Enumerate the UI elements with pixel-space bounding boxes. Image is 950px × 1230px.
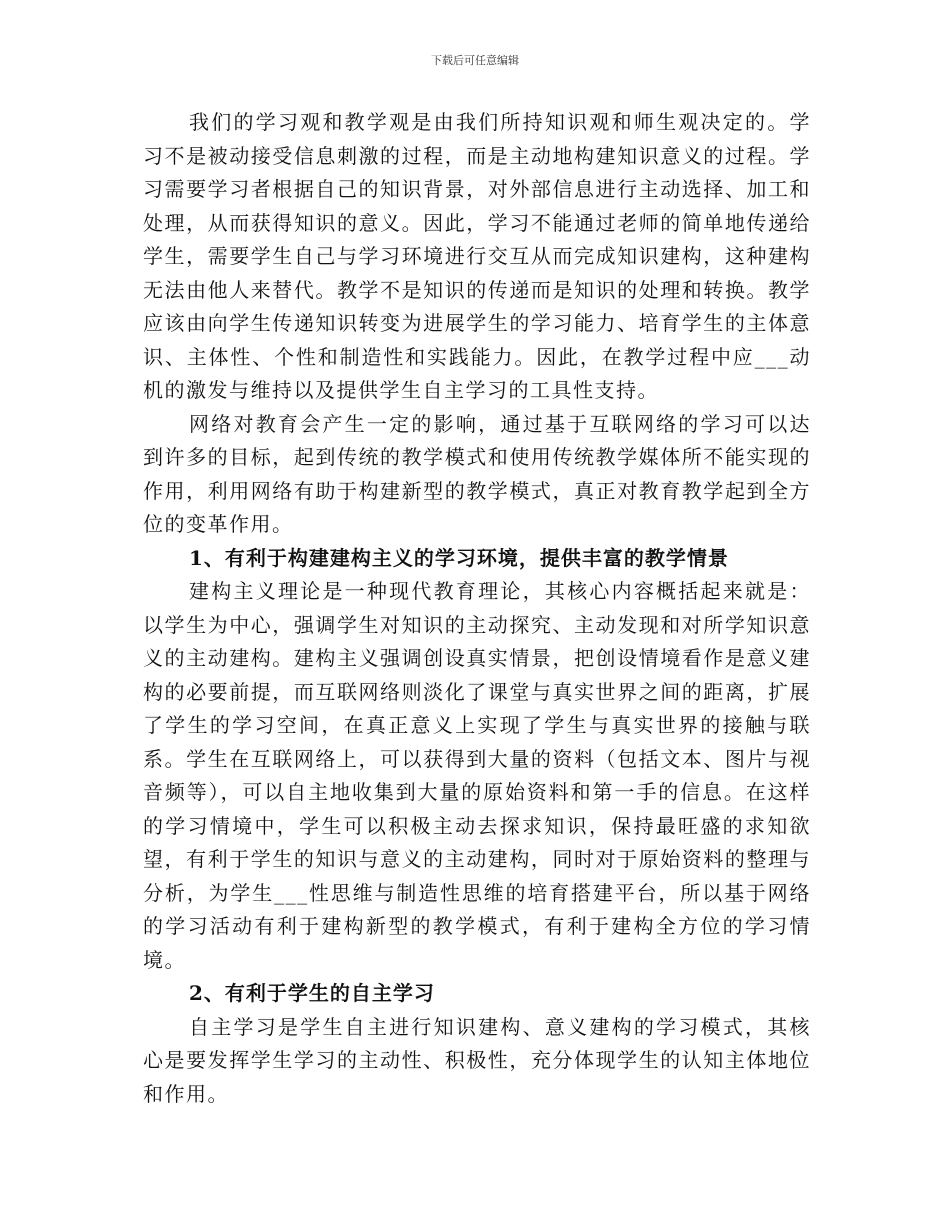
section-2-paragraph: 自主学习是学生自主进行知识建构、意义建构的学习模式，其核心是要发挥学生学习的主动性、积极性，充分体现学生的认知主体地位和作用。 <box>143 1014 811 1106</box>
section-2-heading: 2、有利于学生的自主学习 <box>189 981 435 1005</box>
page-header: 下载后可任意编辑 <box>431 54 519 67</box>
section-1-heading: 1、有利于构建建构主义的学习环境，提供丰富的教学情景 <box>189 545 729 570</box>
intro-paragraph-1: 我们的学习观和教学观是由我们所持知识观和师生观决定的。学习不是被动接受信息刺激的过程，而是主动地构建知识意义的过程。学习需要学习者根据自己的知识背景，对外部信息进行主动选择、加工和处理，从而获得知识的意义。因此，学习不能通过老师的简单地传递给学生，需要学生自己与学习环境进行交互从而完成知识建构，这种建构无法由他人来替代。教学不是知识的传递而是知识的处理和转换。教学应该由向学生传递知识转变为进展学生的学习能力、培育学生的主体意识、主体性、个性和制造性和实践能力。因此，在教学过程中应___动机的激发与维持以及提供学生自主学习的工具性支持。 <box>143 110 811 402</box>
section-1-paragraph: 建构主义理论是一种现代教育理论，其核心内容概括起来就是：以学生为中心，强调学生对知识的主动探究、主动发现和对所学知识意义的主动建构。建构主义强调创设真实情景，把创设情境看作是意义建构的必要前提，而互联网络则淡化了课堂与真实世界之间的距离，扩展了学生的学习空间，在真正意义上实现了学生与真实世界的接触与联系。学生在互联网络上，可以获得到大量的资料（包括文本、图片与视音频等），可以自主地收集到大量的原始资料和第一手的信息。在这样的学习情境中，学生可以积极主动去探求知识，保持最旺盛的求知欲望，有利于学生的知识与意义的主动建构，同时对于原始资料的整理与分析，为学生___性思维与制造性思维的培育搭建平台，所以基于网络的学习活动有利于建构新型的教学模式，有利于建构全方位的学习情境。 <box>143 579 811 972</box>
document-body <box>143 106 811 1111</box>
intro-paragraph-2: 网络对教育会产生一定的影响，通过基于互联网络的学习可以达到许多的目标，起到传统的教学模式和使用传统教学媒体所不能实现的作用，利用网络有助于构建新型的教学模式，真正对教育教学起到全方位的变革作用。 <box>143 411 811 536</box>
